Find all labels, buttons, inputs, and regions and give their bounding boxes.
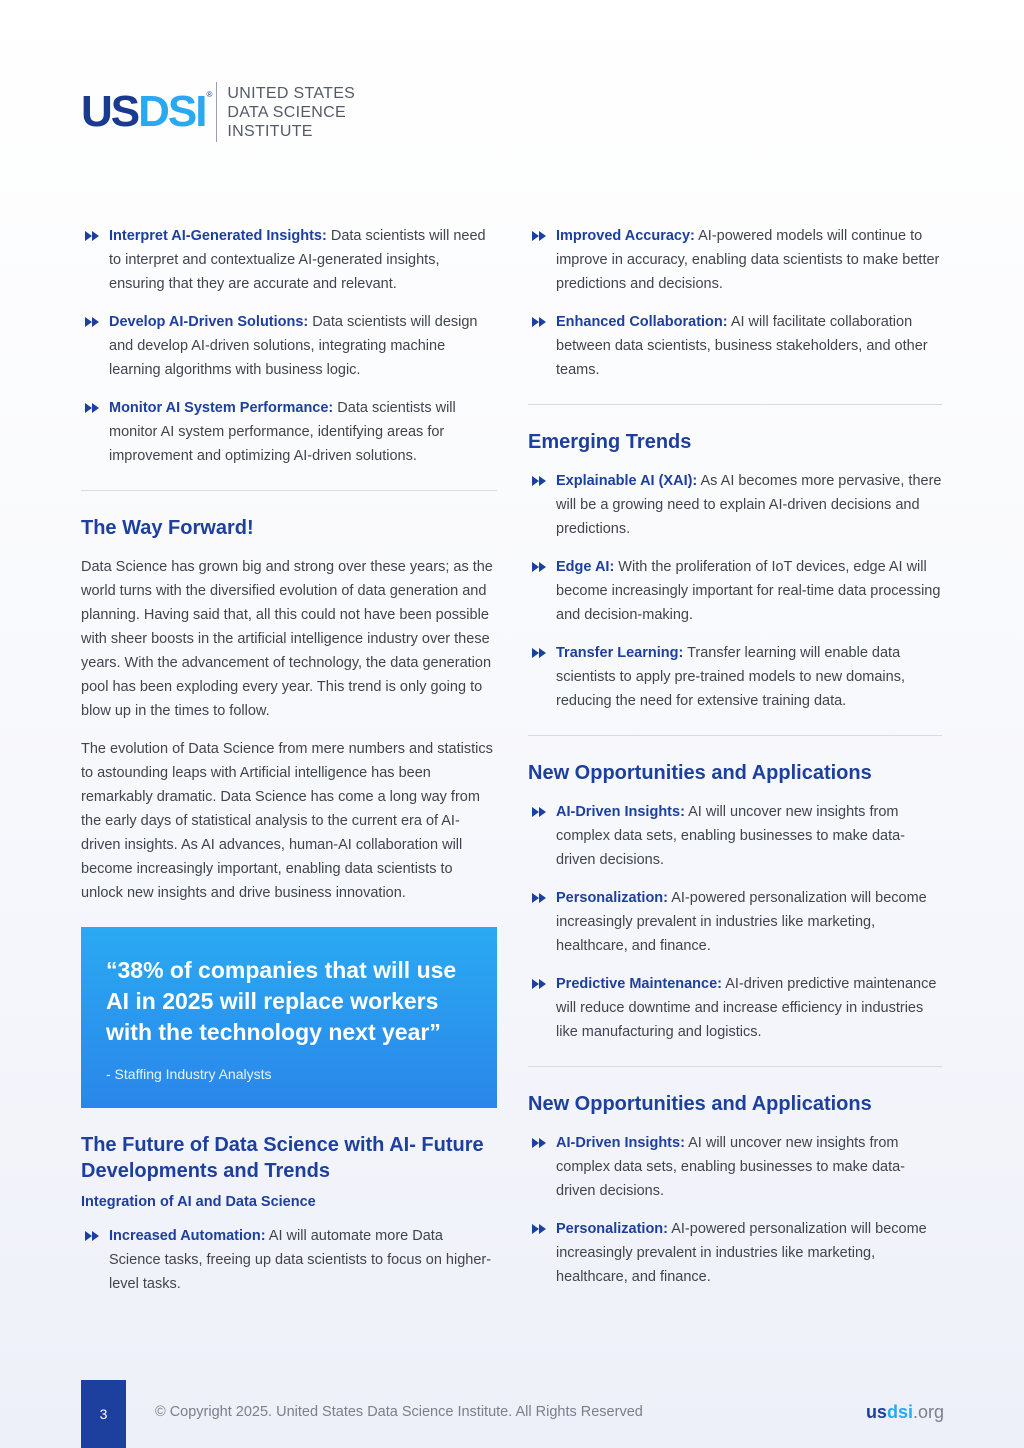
- site-link[interactable]: [866, 1402, 944, 1423]
- double-arrow-bullet-icon: [85, 316, 101, 328]
- footer: [0, 1380, 1024, 1448]
- bullet-list: [528, 224, 942, 382]
- list-item-text: AI will facilitate collaboration between data scientists, business stakeholders, and other teams.: [556, 314, 928, 378]
- right-column: [528, 224, 942, 1303]
- bullet-list: [528, 469, 942, 713]
- double-arrow-bullet-icon: [532, 316, 548, 328]
- list-item-text: Data scientists will need to interpret and contextualize AI-generated insights, ensuring that they are accurate and relevant.: [109, 228, 486, 292]
- bullet-list: [528, 1131, 942, 1289]
- list-item: [556, 641, 942, 713]
- double-arrow-bullet-icon: [85, 1230, 101, 1242]
- list-item: [556, 972, 942, 1044]
- list-item: [556, 555, 942, 627]
- registered-mark: ®: [206, 90, 213, 99]
- list-item-title: Increased Automation:: [109, 1228, 266, 1244]
- list-item-title: Explainable AI (XAI):: [556, 473, 698, 489]
- list-item-text: AI-powered models will continue to improve in accuracy, enabling data scientists to make better predictions and decisions.: [556, 228, 940, 292]
- list-item-title: Personalization:: [556, 1221, 668, 1237]
- list-item: [109, 396, 497, 468]
- double-arrow-bullet-icon: [85, 402, 101, 414]
- list-item-title: Transfer Learning:: [556, 645, 684, 661]
- section-heading-opportunities: New Opportunities and Applications: [528, 1093, 872, 1115]
- bullet-list: [528, 800, 942, 1044]
- quote-box: [81, 927, 497, 1108]
- list-item: [109, 1224, 497, 1296]
- section-heading-way-forward: The Way Forward!: [81, 517, 254, 539]
- list-item-title: Predictive Maintenance:: [556, 976, 722, 992]
- list-item: [556, 1131, 942, 1203]
- double-arrow-bullet-icon: [85, 230, 101, 242]
- list-item-text: AI-driven predictive maintenance will reduce downtime and increase efficiency in industries like manufacturing and logistics.: [556, 976, 937, 1040]
- section-heading-emerging-trends: Emerging Trends: [528, 431, 692, 453]
- list-item-title: Interpret AI-Generated Insights:: [109, 228, 327, 244]
- list-item-title: Develop AI-Driven Solutions:: [109, 314, 309, 330]
- list-item: [556, 886, 942, 958]
- paragraph: The evolution of Data Science from mere numbers and statistics to astounding leaps with Artificial intelligence has been remarkably dramatic. Data Science has come a long way from the early days of statistical analysis to the current era of AI-driven insights. As AI advances, human-AI collaboration will become increasingly important, enabling data scientists to unlock new insights and drive business innovation.: [81, 741, 493, 901]
- list-item-title: Personalization:: [556, 890, 668, 906]
- site-part-org: .org: [912, 1402, 944, 1422]
- usdsi-logo: [81, 82, 355, 142]
- list-item: [109, 224, 497, 296]
- double-arrow-bullet-icon: [532, 892, 548, 904]
- section-heading-future: The Future of Data Science with AI- Future Developments and Trends: [81, 1134, 484, 1182]
- list-item: [556, 469, 942, 541]
- list-item-text: AI will uncover new insights from complex data sets, enabling businesses to make data-driven decisions.: [556, 804, 906, 868]
- list-item-title: Enhanced Collaboration:: [556, 314, 728, 330]
- double-arrow-bullet-icon: [532, 806, 548, 818]
- logo-line-3: INSTITUTE: [227, 122, 313, 140]
- double-arrow-bullet-icon: [532, 561, 548, 573]
- quote-text: “38% of companies that will use AI in 2025 will replace workers with the technology next year”: [106, 957, 457, 1045]
- list-item-text: With the proliferation of IoT devices, edge AI will become increasingly important for real-time data processing and decision-making.: [556, 559, 941, 623]
- quote-source: - Staffing Industry Analysts: [106, 1066, 272, 1082]
- double-arrow-bullet-icon: [532, 1223, 548, 1235]
- logo-us: US: [81, 87, 139, 136]
- double-arrow-bullet-icon: [532, 647, 548, 659]
- paragraph: Data Science has grown big and strong over these years; as the world turns with the diversified evolution of data generation and planning. Having said that, all this could not have been possible with sheer boosts in the artificial intelligence industry over these years. With the advancement of technology, the data generation pool has been exploding every year. This trend is only going to blow up in the times to follow.: [81, 559, 493, 719]
- list-item-text: AI-powered personalization will become increasingly prevalent in industries like marketing, healthcare, and finance.: [556, 1221, 927, 1285]
- list-item-text: Transfer learning will enable data scientists to apply pre-trained models to new domains, reducing the need for extensive training data.: [556, 645, 905, 709]
- logo-mark: [81, 87, 206, 136]
- list-item-text: AI-powered personalization will become increasingly prevalent in industries like marketing, healthcare, and finance.: [556, 890, 927, 954]
- logo-line-2: DATA SCIENCE: [227, 103, 346, 121]
- list-item: [109, 310, 497, 382]
- list-item-text: Data scientists will monitor AI system performance, identifying areas for improvement and optimizing AI-driven solutions.: [109, 400, 456, 464]
- logo-divider: [216, 82, 217, 142]
- divider: [528, 735, 942, 736]
- double-arrow-bullet-icon: [532, 1137, 548, 1149]
- site-part-us: us: [865, 1402, 887, 1422]
- double-arrow-bullet-icon: [532, 475, 548, 487]
- list-item: [556, 1217, 942, 1289]
- list-item: [556, 800, 942, 872]
- list-item-title: Improved Accuracy:: [556, 228, 695, 244]
- list-item-title: Monitor AI System Performance:: [109, 400, 334, 416]
- bullet-list: [81, 224, 497, 468]
- list-item-text: As AI becomes more pervasive, there will be a growing need to explain AI-driven decisions and predictions.: [556, 473, 942, 537]
- logo-text: [227, 84, 355, 141]
- logo-line-1: UNITED STATES: [227, 84, 356, 102]
- double-arrow-bullet-icon: [532, 978, 548, 990]
- section-heading-opportunities: New Opportunities and Applications: [528, 762, 872, 784]
- copyright-text: © Copyright 2025. United States Data Science Institute. All Rights Reserved: [155, 1404, 643, 1420]
- double-arrow-bullet-icon: [532, 230, 548, 242]
- page-number: 3: [81, 1380, 126, 1448]
- list-item: [556, 310, 942, 382]
- divider: [528, 404, 942, 405]
- divider: [81, 490, 497, 491]
- subheading-integration: Integration of AI and Data Science: [81, 1194, 316, 1210]
- list-item-text: AI will uncover new insights from complex data sets, enabling businesses to make data-driven decisions.: [556, 1135, 906, 1199]
- list-item: [556, 224, 942, 296]
- list-item-title: AI-Driven Insights:: [556, 804, 685, 820]
- divider: [528, 1066, 942, 1067]
- list-item-title: Edge AI:: [556, 559, 615, 575]
- list-item-title: AI-Driven Insights:: [556, 1135, 685, 1151]
- list-item-text: AI will automate more Data Science tasks, freeing up data scientists to focus on higher-level tasks.: [109, 1228, 492, 1292]
- list-item-text: Data scientists will design and develop AI-driven solutions, integrating machine learning algorithms with business logic.: [109, 314, 478, 378]
- site-part-dsi: dsi: [886, 1402, 913, 1422]
- left-column: [81, 224, 497, 1310]
- logo-dsi: DSI: [138, 87, 206, 136]
- bullet-list: [81, 1224, 497, 1296]
